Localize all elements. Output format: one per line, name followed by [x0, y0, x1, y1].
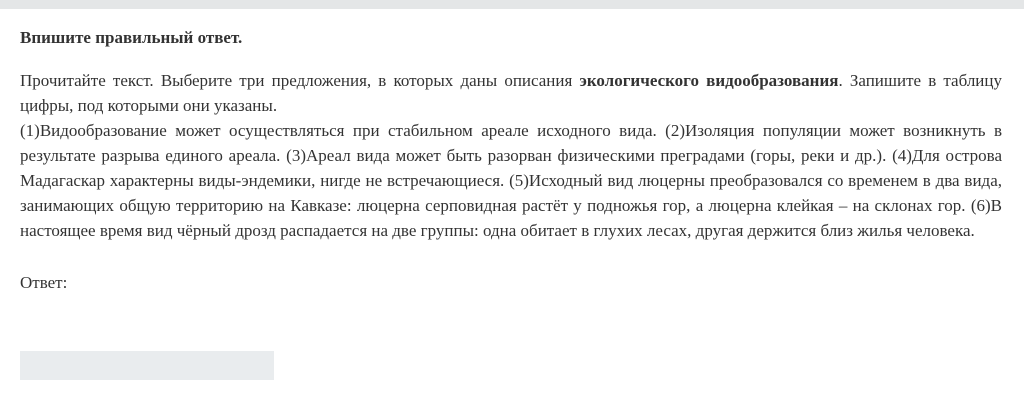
top-bar [0, 0, 1024, 9]
task-sentences: (1)Видообразование может осуществляться при стабильном ареале исходного вида. (2)Изоляция популяции может возникнуть в результате разрыва единого ареала. (3)Ареал вида может быть разорван физическими преградами (горы, реки и др.). (4)Для острова Мадагаскар характерны виды-эндемики, нигде не встречающиеся. (5)Исходный вид люцерны преобразовался со временем в два вида, занимающих общую территорию на Кавказе: люцерна серповидная растёт у подножья гор, а люцерна клейкая – на склонах гор. (6)В настоящее время вид чёрный дрозд распадается на две группы: одна обитает в глухих лесах, другая держится близ жилья человека. [20, 121, 1002, 240]
task-text [20, 68, 1002, 243]
answer-input[interactable] [20, 351, 274, 380]
task-intro [20, 68, 1002, 118]
instruction-text: Впишите правильный ответ. [20, 28, 243, 47]
answer-label: Ответ: [20, 273, 68, 292]
task-intro-keyword: экологического видообразования [579, 71, 839, 90]
task-intro-end: . Запишите в таблицу цифры, под которыми они указаны. [20, 71, 1002, 115]
task-intro-start: Прочитайте текст. Выберите три предложения, в которых даны описания [20, 71, 580, 90]
question-block [20, 26, 1002, 295]
